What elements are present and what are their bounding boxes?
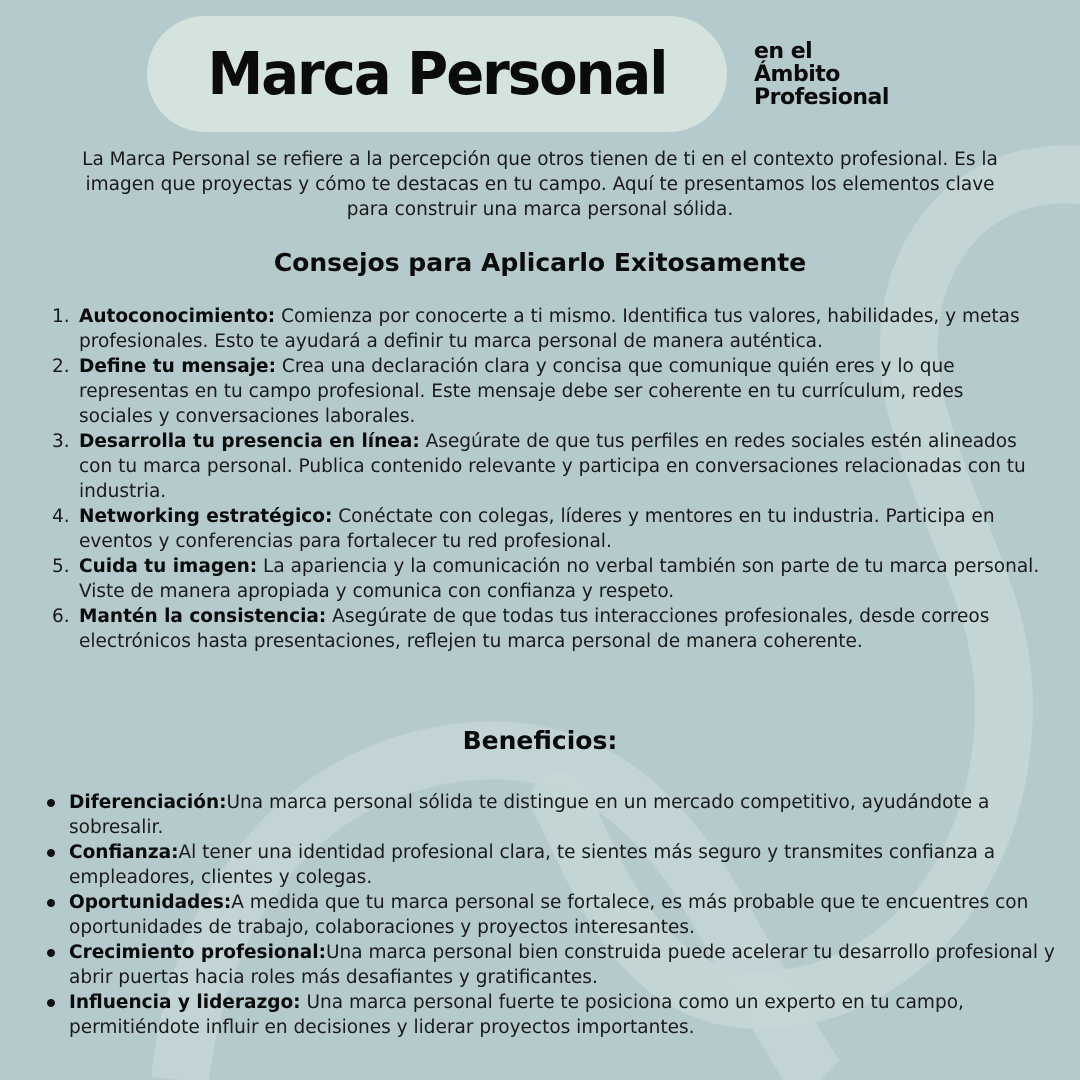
benefit-text: Una marca personal fuerte te posiciona como un experto en tu campo, permitiéndote influir en decisiones y liderar proyectos importantes. [69, 992, 964, 1038]
benefit-item [44, 940, 1064, 990]
tip-label: Cuida tu imagen: [79, 556, 258, 577]
tip-item [52, 304, 1042, 354]
tip-item [52, 429, 1042, 504]
tip-number: 2. [52, 356, 70, 377]
tip-number: 5. [52, 556, 70, 577]
tip-number: 3. [52, 431, 70, 452]
bullet-icon [47, 849, 55, 857]
title-pill [147, 16, 727, 132]
subtitle-line: en el [754, 39, 813, 64]
tip-label: Desarrolla tu presencia en línea: [79, 431, 420, 452]
benefit-text: Una marca personal sólida te distingue en un mercado competitivo, ayudándote a sobresalir. [69, 792, 990, 838]
tip-number: 6. [52, 606, 70, 627]
tip-number: 1. [52, 306, 70, 327]
tip-text: Comienza por conocerte a ti mismo. Identifica tus valores, habilidades, y metas profesionales. Esto te ayudará a definir tu marca personal de manera auténtica. [79, 306, 1020, 352]
benefits-list [44, 790, 1064, 1040]
page-subtitle [754, 40, 889, 109]
tip-text: Asegúrate de que tus perfiles en redes sociales estén alineados con tu marca personal. Publica contenido relevante y participa en conversaciones relacionadas con tu industria. [79, 431, 1026, 502]
tip-text: La apariencia y la comunicación no verbal también son parte de tu marca personal. Viste de manera apropiada y comunica con confianza y respeto. [79, 556, 1040, 602]
benefits-heading: Beneficios: [462, 726, 618, 755]
tips-heading: Consejos para Aplicarlo Exitosamente [273, 248, 807, 277]
tip-number: 4. [52, 506, 70, 527]
bullet-icon [47, 799, 55, 807]
tip-label: Mantén la consistencia: [79, 606, 327, 627]
benefit-label: Crecimiento profesional: [69, 942, 327, 963]
tips-list [52, 304, 1042, 654]
benefit-label: Confianza: [69, 842, 179, 863]
benefit-text: Al tener una identidad profesional clara, te sientes más seguro y transmites confianza a empleadores, clientes y colegas. [69, 842, 996, 888]
benefit-label: Oportunidades: [69, 892, 232, 913]
tip-label: Define tu mensaje: [79, 356, 277, 377]
benefit-text: A medida que tu marca personal se fortalece, es más probable que te encuentres con oportunidades de trabajo, colaboraciones y proyectos interesantes. [69, 892, 1029, 938]
tip-item [52, 354, 1042, 429]
tip-label: Autoconocimiento: [79, 306, 276, 327]
benefit-item [44, 840, 1064, 890]
subtitle-line: Profesional [754, 85, 889, 110]
benefit-text: Una marca personal bien construida puede acelerar tu desarrollo profesional y abrir puertas hacia roles más desafiantes y gratificantes. [69, 942, 1055, 988]
bullet-icon [47, 949, 55, 957]
tip-text: Conéctate con colegas, líderes y mentores en tu industria. Participa en eventos y conferencias para fortalecer tu red profesional. [79, 506, 995, 552]
tip-text: Crea una declaración clara y concisa que comunique quién eres y lo que representas en tu campo profesional. Este mensaje debe ser coherente en tu currículum, redes sociales y conversaciones laborales. [79, 356, 964, 427]
tip-item [52, 554, 1042, 604]
intro-paragraph: La Marca Personal se refiere a la percepción que otros tienen de ti en el contexto profesional. Es la imagen que proyectas y cómo te destacas en tu campo. Aquí te presentamos los elementos clave para construir una marca personal sólida. [82, 149, 998, 220]
tip-item [52, 504, 1042, 554]
benefit-label: Influencia y liderazgo: [69, 992, 301, 1013]
benefit-item [44, 990, 1064, 1040]
tip-text: Asegúrate de que todas tus interacciones profesionales, desde correos electrónicos hasta presentaciones, reflejen tu marca personal de manera coherente. [79, 606, 990, 652]
tip-item [52, 604, 1042, 654]
benefit-item [44, 890, 1064, 940]
benefit-item [44, 790, 1064, 840]
page-title: Marca Personal [207, 39, 667, 109]
bullet-icon [47, 999, 55, 1007]
tip-label: Networking estratégico: [79, 506, 333, 527]
bullet-icon [47, 899, 55, 907]
benefit-label: Diferenciación: [69, 792, 227, 813]
subtitle-line: Ámbito [754, 62, 840, 87]
